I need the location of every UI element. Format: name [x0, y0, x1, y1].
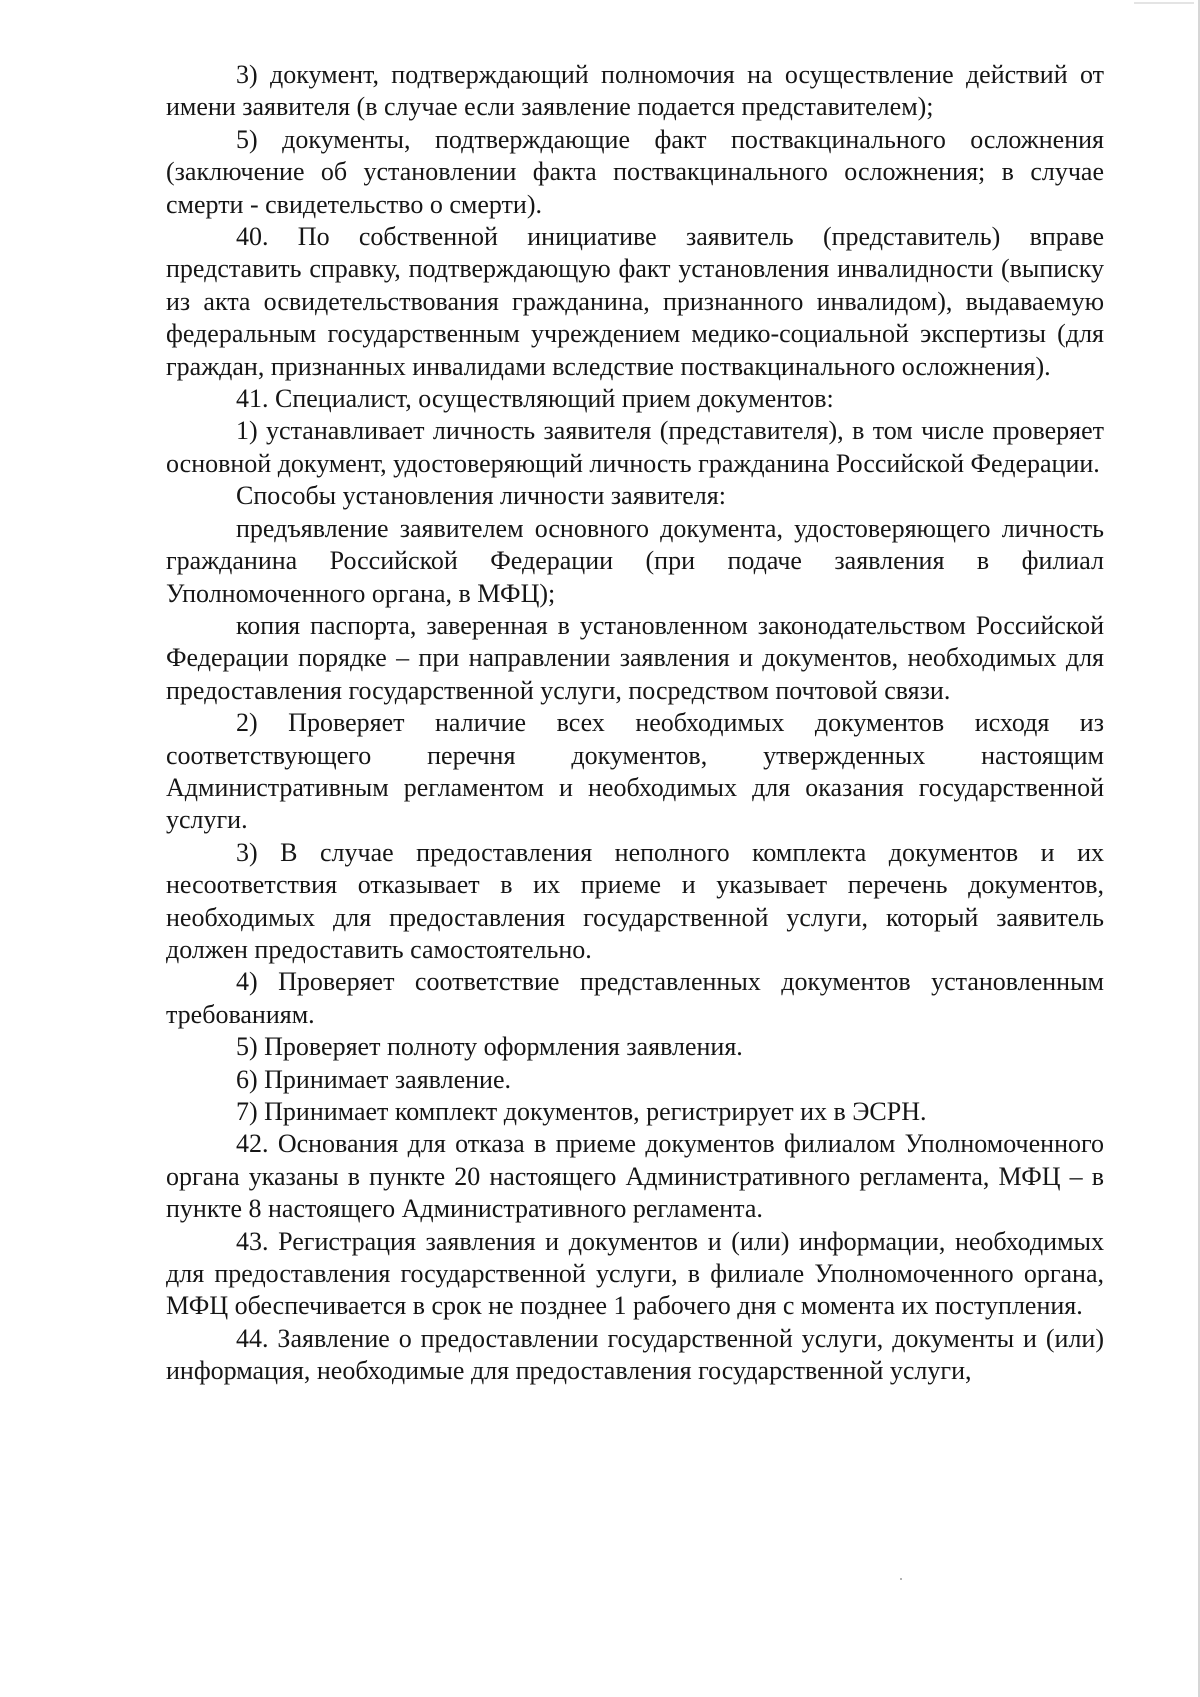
paragraph-41-item-1: 1) устанавливает личность заявителя (представителя), в том числе проверяет основной документ, удостоверяющий личность гражданина Российской Федерации.	[166, 416, 1104, 478]
paragraph-44: 44. Заявление о предоставлении государственной услуги, документы и (или) информация, необходимые для предоставления государственной услуги,	[166, 1323, 1104, 1386]
paragraph-43: 43. Регистрация заявления и документов и (или) информации, необходимых для предоставления государственной услуги, в филиале Уполномоченного органа, МФЦ обеспечивается в срок не позднее 1 рабочего дня с момента их поступления.	[166, 1226, 1104, 1321]
paragraph-identification-by-mail: копия паспорта, заверенная в установленном законодательством Российской Федерации порядке – при направлении заявления и документов, необходимых для предоставления государственной услуги, посредством почтовой связи.	[166, 610, 1104, 705]
paragraph-41: 41. Специалист, осуществляющий прием документов:	[236, 384, 834, 414]
scan-edge-mark	[1134, 2, 1194, 4]
paragraph-41-item-4: 4) Проверяет соответствие представленных документов установленным требованиям.	[166, 967, 1104, 1029]
paragraph-item-5-complication-documents: 5) документы, подтверждающие факт поствакцинального осложнения (заключение об установлении факта поствакцинального осложнения; в случае смерти - свидетельство о смерти).	[166, 124, 1104, 219]
paragraph-identification-in-person: предъявление заявителем основного документа, удостоверяющего личность гражданина Российской Федерации (при подаче заявления в филиал Уполномоченного органа, в МФЦ);	[166, 513, 1104, 608]
paragraph-41-item-3: 3) В случае предоставления неполного комплекта документов и их несоответствия отказывает в их приеме и указывает перечень документов, необходимых для предоставления государственной услуги, который заявитель должен предоставить самостоятельно.	[166, 837, 1104, 964]
scan-speck	[900, 1578, 902, 1580]
document-body	[166, 59, 1104, 1388]
paragraph-41-item-2: 2) Проверяет наличие всех необходимых документов исходя из соответствующего перечня документов, утвержденных настоящим Административным регламентом и необходимых для оказания государственной услуги.	[166, 708, 1104, 835]
paragraph-41-item-6: 6) Принимает заявление.	[236, 1064, 511, 1094]
paragraph-identification-methods: Способы установления личности заявителя:	[236, 481, 726, 511]
paragraph-40: 40. По собственной инициативе заявитель (представитель) вправе представить справку, подтверждающую факт установления инвалидности (выписку из акта освидетельствования гражданина, признанного инвалидом), выдаваемую федеральным государственным учреждением медико-социальной экспертизы (для граждан, признанных инвалидами вследствие поствакцинального осложнения).	[166, 222, 1104, 381]
paragraph-item-3-authority-document: 3) документ, подтверждающий полномочия на осуществление действий от имени заявителя (в случае если заявление подается представителем);	[166, 60, 1104, 122]
paragraph-42: 42. Основания для отказа в приеме документов филиалом Уполномоченного органа указаны в пункте 20 настоящего Административного регламента, МФЦ – в пункте 8 настоящего Административного регламента.	[166, 1129, 1104, 1224]
paragraph-41-item-7: 7) Принимает комплект документов, регистрирует их в ЭСРН.	[236, 1097, 927, 1126]
paragraph-41-item-5: 5) Проверяет полноту оформления заявления.	[236, 1032, 743, 1062]
